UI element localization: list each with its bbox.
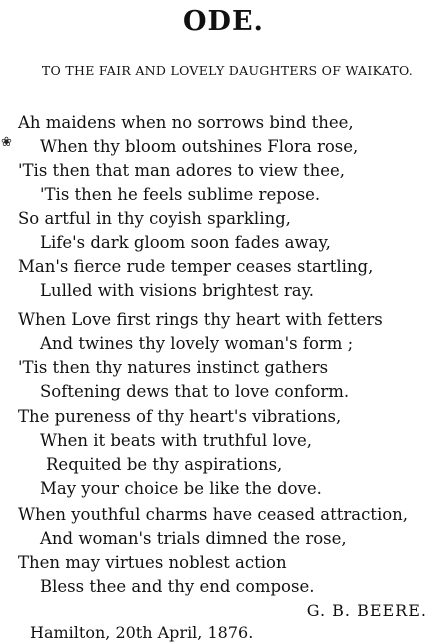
poem-title: ODE. [183, 6, 264, 37]
stanza-line: Ah maidens when no sorrows bind thee, [18, 113, 354, 132]
author-signature: G. B. BEERE. [306, 601, 427, 620]
stanza-line: May your choice be like the dove. [40, 479, 322, 498]
stanza-5 [18, 503, 447, 599]
stanza-line: 'Tis then he feels sublime repose. [40, 185, 321, 204]
stanza-3 [18, 308, 447, 404]
stanza-line: Then may virtues noblest action [18, 553, 287, 572]
stanza-line: When thy bloom outshines Flora rose, [40, 137, 359, 156]
poem-dedication: TO THE FAIR AND LOVELY DAUGHTERS OF WAIKATO. [41, 63, 414, 78]
stanza-line: 'Tis then thy natures instinct gathers [18, 358, 329, 377]
stanza-line: And woman's trials dimned the rose, [40, 529, 347, 548]
stanza-line: When it beats with truthful love, [40, 431, 312, 450]
stanza-line: Requited be thy aspirations, [46, 455, 283, 474]
stanza-line: 'Tis then that man adores to view thee, [18, 161, 346, 180]
stanza-line: When Love first rings thy heart with fetters [18, 310, 383, 329]
stanza-line: Man's fierce rude temper ceases startling, [18, 257, 374, 276]
print-blemish-icon: ❀ [1, 135, 12, 150]
stanza-4 [18, 405, 447, 501]
stanza-line: Life's dark gloom soon fades away, [40, 233, 331, 252]
stanza-line: Softening dews that to love conform. [40, 382, 350, 401]
dateline: Hamilton, 20th April, 1876. [30, 623, 254, 642]
stanza-line: The pureness of thy heart's vibrations, [18, 407, 342, 426]
stanza-line: And twines thy lovely woman's form ; [40, 334, 354, 353]
stanza-line: When youthful charms have ceased attraction, [18, 505, 409, 524]
stanza-line: Lulled with visions brightest ray. [40, 281, 314, 300]
stanza-line: So artful in thy coyish sparkling, [18, 209, 291, 228]
stanza-2 [18, 207, 447, 303]
stanza-line: Bless thee and thy end compose. [40, 577, 315, 596]
stanza-1 [18, 111, 447, 207]
